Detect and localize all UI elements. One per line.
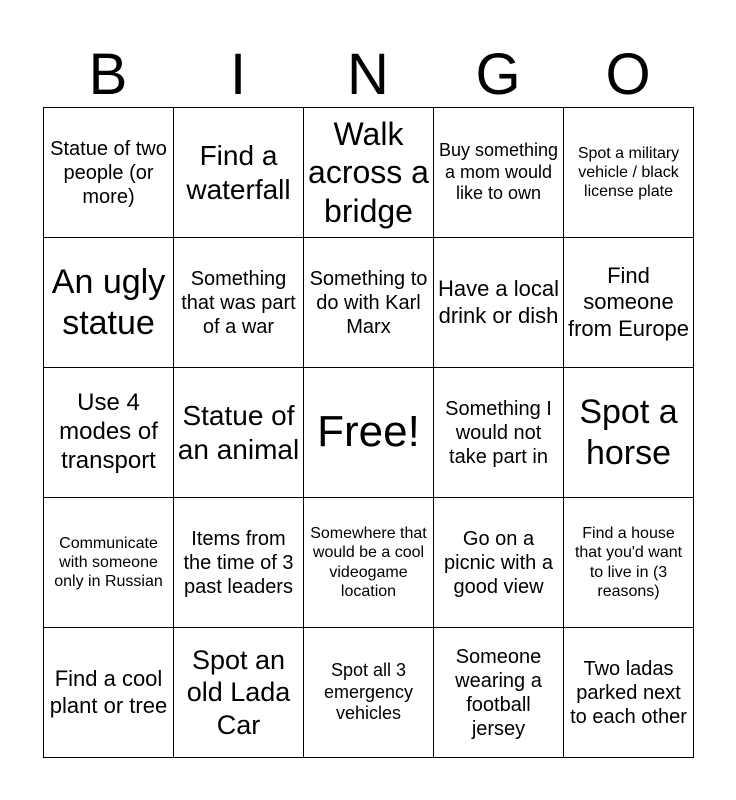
- bingo-cell[interactable]: Communicate with someone only in Russian: [44, 498, 174, 628]
- bingo-cell[interactable]: An ugly statue: [44, 238, 174, 368]
- bingo-cell[interactable]: Spot a horse: [564, 368, 694, 498]
- grid-row: [44, 238, 694, 368]
- header-letter-b: B: [88, 42, 128, 107]
- bingo-cell[interactable]: Two ladas parked next to each other: [564, 628, 694, 758]
- bingo-cell[interactable]: Something to do with Karl Marx: [304, 238, 434, 368]
- bingo-cell[interactable]: Have a local drink or dish: [434, 238, 564, 368]
- grid-row: [44, 368, 694, 498]
- bingo-cell[interactable]: Spot an old Lada Car: [174, 628, 304, 758]
- grid-row: [44, 628, 694, 758]
- grid-row: [44, 498, 694, 628]
- free-space-cell[interactable]: Free!: [304, 368, 434, 498]
- bingo-cell[interactable]: Items from the time of 3 past leaders: [174, 498, 304, 628]
- bingo-cell[interactable]: Something that was part of a war: [174, 238, 304, 368]
- bingo-cell[interactable]: Spot a military vehicle / black license plate: [564, 108, 694, 238]
- bingo-header: [43, 44, 693, 106]
- bingo-cell[interactable]: Statue of an animal: [174, 368, 304, 498]
- header-letter-i: I: [229, 42, 247, 107]
- header-letter-g: G: [475, 42, 521, 107]
- bingo-cell[interactable]: Walk across a bridge: [304, 108, 434, 238]
- bingo-cell[interactable]: Buy something a mom would like to own: [434, 108, 564, 238]
- bingo-cell[interactable]: Someone wearing a football jersey: [434, 628, 564, 758]
- bingo-cell[interactable]: Find someone from Europe: [564, 238, 694, 368]
- grid-row: [44, 108, 694, 238]
- header-letter-n: N: [347, 42, 389, 107]
- header-letter-o: O: [605, 42, 651, 107]
- bingo-cell[interactable]: Find a house that you'd want to live in (3 reasons): [564, 498, 694, 628]
- bingo-cell[interactable]: Find a waterfall: [174, 108, 304, 238]
- bingo-cell[interactable]: Something I would not take part in: [434, 368, 564, 498]
- bingo-cell[interactable]: Go on a picnic with a good view: [434, 498, 564, 628]
- bingo-cell[interactable]: Use 4 modes of transport: [44, 368, 174, 498]
- bingo-cell[interactable]: Statue of two people (or more): [44, 108, 174, 238]
- bingo-cell[interactable]: Find a cool plant or tree: [44, 628, 174, 758]
- bingo-card-grid: [43, 107, 694, 758]
- bingo-cell[interactable]: Spot all 3 emergency vehicles: [304, 628, 434, 758]
- bingo-cell[interactable]: Somewhere that would be a cool videogame location: [304, 498, 434, 628]
